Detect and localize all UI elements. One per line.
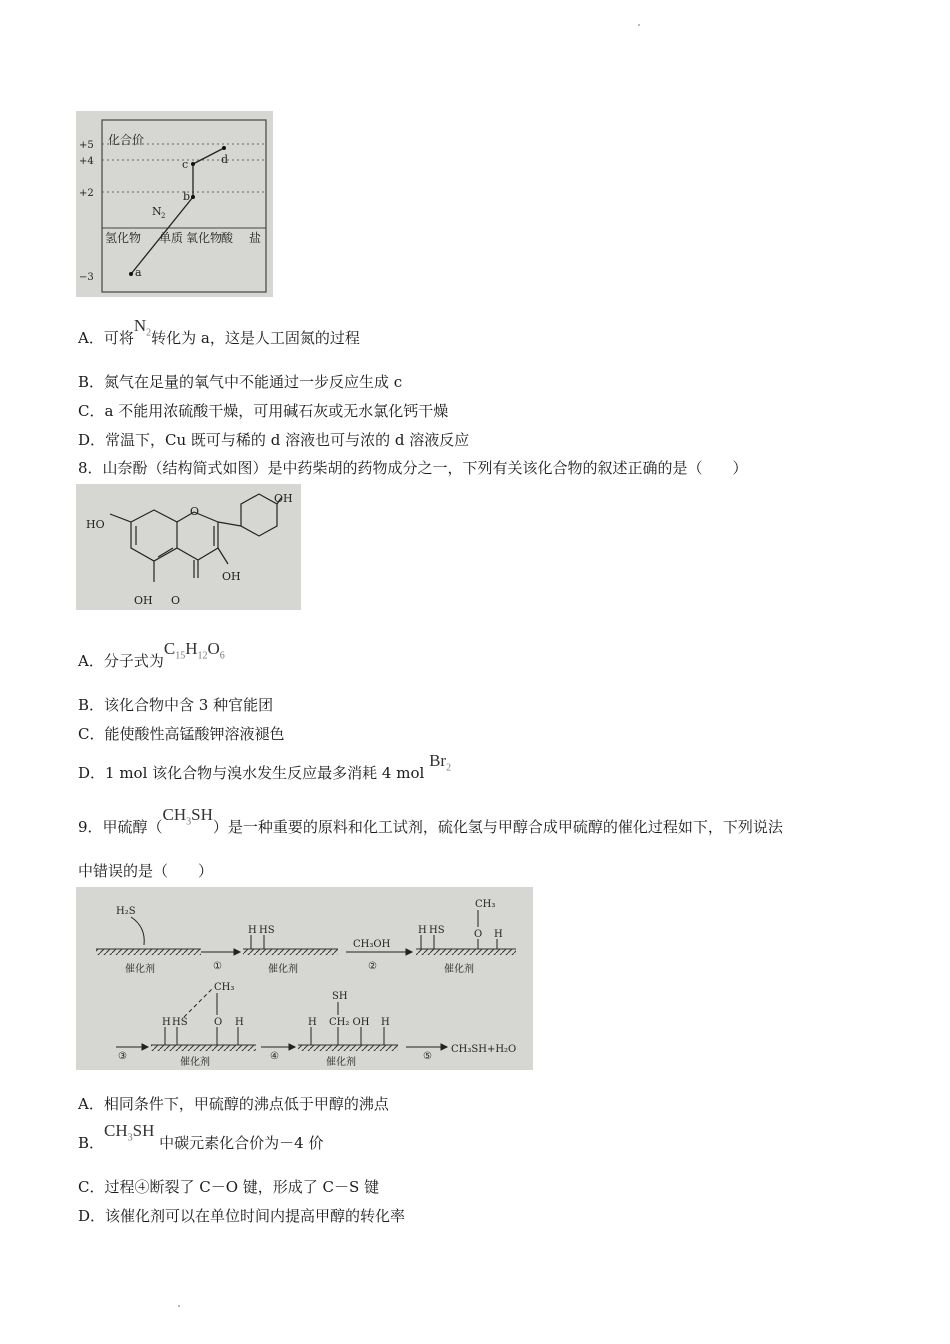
- catalyst-4: 催化剂: [180, 1057, 210, 1068]
- label-oh-3: OH: [222, 570, 241, 583]
- atom-h-3: H: [494, 929, 503, 940]
- catalysis-mechanism-diagram: [76, 887, 533, 1070]
- category-oxide: 氧化物: [186, 231, 223, 245]
- q7-option-d: D．常温下，Cu 既可与稀的 d 溶液也可与浓的 d 溶液反应: [78, 431, 470, 449]
- q9-option-c: C．过程④断裂了 C－O 键，形成了 C－S 键: [78, 1178, 380, 1196]
- atom-hs-1: HS: [259, 925, 275, 936]
- step-4: ④: [270, 1051, 279, 1062]
- q9-option-d: D．该催化剂可以在单位时间内提高甲醇的转化率: [78, 1207, 406, 1225]
- atom-h-6: H: [308, 1017, 317, 1028]
- y-tick-plus5: +5: [79, 140, 94, 151]
- step-1: ①: [213, 961, 222, 972]
- atom-h-7: H: [381, 1017, 390, 1028]
- point-d: [222, 146, 226, 150]
- y-axis-title: 化合价: [108, 133, 145, 147]
- atom-ch3-2: CH₃: [214, 982, 235, 993]
- atom-sh: SH: [332, 991, 348, 1002]
- atom-hs-3: HS: [172, 1017, 188, 1028]
- q8-option-a: A．分子式为$C_{15}H_{12}O_6$: [78, 639, 225, 670]
- step-3: ③: [118, 1051, 127, 1062]
- atom-hs-2: HS: [429, 925, 445, 936]
- h2s-label: H₂S: [116, 906, 136, 917]
- label-carbonyl-o: O: [171, 594, 181, 607]
- product-label: CH₃SH+H₂O: [451, 1044, 517, 1055]
- label-n2: N: [152, 205, 162, 218]
- catalyst-2: 催化剂: [268, 964, 298, 975]
- y-tick-plus2: +2: [79, 188, 94, 199]
- q7-option-a: A．可将$N_2$转化为 a，这是人工固氮的过程: [78, 316, 360, 347]
- category-acid: 酸: [221, 231, 234, 245]
- point-b: [191, 195, 195, 199]
- point-c: [191, 162, 195, 166]
- category-hydride: 氢化物: [105, 231, 142, 245]
- scan-speck-top: [638, 24, 640, 26]
- atom-h-1: H: [248, 925, 257, 936]
- catalyst-1: 催化剂: [125, 964, 155, 975]
- step-5: ⑤: [423, 1051, 432, 1062]
- q7-option-b: B．氮气在足量的氧气中不能通过一步反应生成 c: [78, 373, 403, 391]
- label-c: c: [182, 158, 189, 171]
- q8-stem: 8．山奈酚（结构简式如图）是中药柴胡的药物成分之一，下列有关该化合物的叙述正确的是（ ）: [78, 459, 748, 477]
- q8-option-d: D．1 mol 该化合物与溴水发生反应最多消耗 4 mol $Br_2$: [78, 751, 452, 782]
- label-a: a: [135, 266, 142, 279]
- q9-stem-line2: 中错误的是（ ）: [78, 862, 214, 880]
- q9-option-a: A．相同条件下，甲硫醇的沸点低于甲醇的沸点: [78, 1095, 389, 1113]
- atom-ch2oh: CH₂ OH: [329, 1017, 370, 1028]
- ch3oh-label: CH₃OH: [353, 939, 391, 950]
- y-tick-plus4: +4: [79, 156, 94, 167]
- q8-option-c: C．能使酸性高锰酸钾溶液褪色: [78, 725, 285, 743]
- catalyst-3: 催化剂: [444, 964, 474, 975]
- nitrogen-valence-chart: [76, 111, 273, 297]
- y-tick-minus3: −3: [79, 272, 94, 283]
- label-d: d: [221, 153, 229, 166]
- q8-option-b: B．该化合物中含 3 种官能团: [78, 696, 274, 714]
- q7-option-c: C．a 不能用浓硫酸干燥，可用碱石灰或无水氯化钙干燥: [78, 402, 449, 420]
- atom-o-2: O: [214, 1017, 223, 1028]
- category-salt: 盐: [249, 231, 262, 245]
- atom-h-4: H: [162, 1017, 171, 1028]
- step-2: ②: [368, 961, 377, 972]
- label-oh-5: OH: [134, 594, 153, 607]
- atom-ch3-1: CH₃: [475, 899, 496, 910]
- atom-o-1: O: [474, 929, 483, 940]
- scan-speck-bottom: [178, 1305, 180, 1307]
- q9-option-b: B．$CH_3SH$ 中碳元素化合价为－4 价: [78, 1121, 324, 1152]
- label-ring-o: O: [190, 505, 200, 518]
- label-b: b: [183, 190, 191, 203]
- label-oh-top: OH: [274, 492, 293, 505]
- kaempferol-structure: [76, 484, 301, 610]
- point-a: [129, 272, 133, 276]
- label-n2-sub: 2: [161, 212, 166, 220]
- label-ho: HO: [86, 518, 105, 531]
- category-element: 单质: [159, 231, 184, 245]
- atom-h-5: H: [235, 1017, 244, 1028]
- atom-h-2: H: [418, 925, 427, 936]
- q9-stem: 9．甲硫醇$(CH_3SH)$是一种重要的原料和化工试剂，硫化氢与甲醇合成甲硫醇的催化过程如下，下列说法: [78, 805, 783, 836]
- catalyst-5: 催化剂: [326, 1057, 356, 1068]
